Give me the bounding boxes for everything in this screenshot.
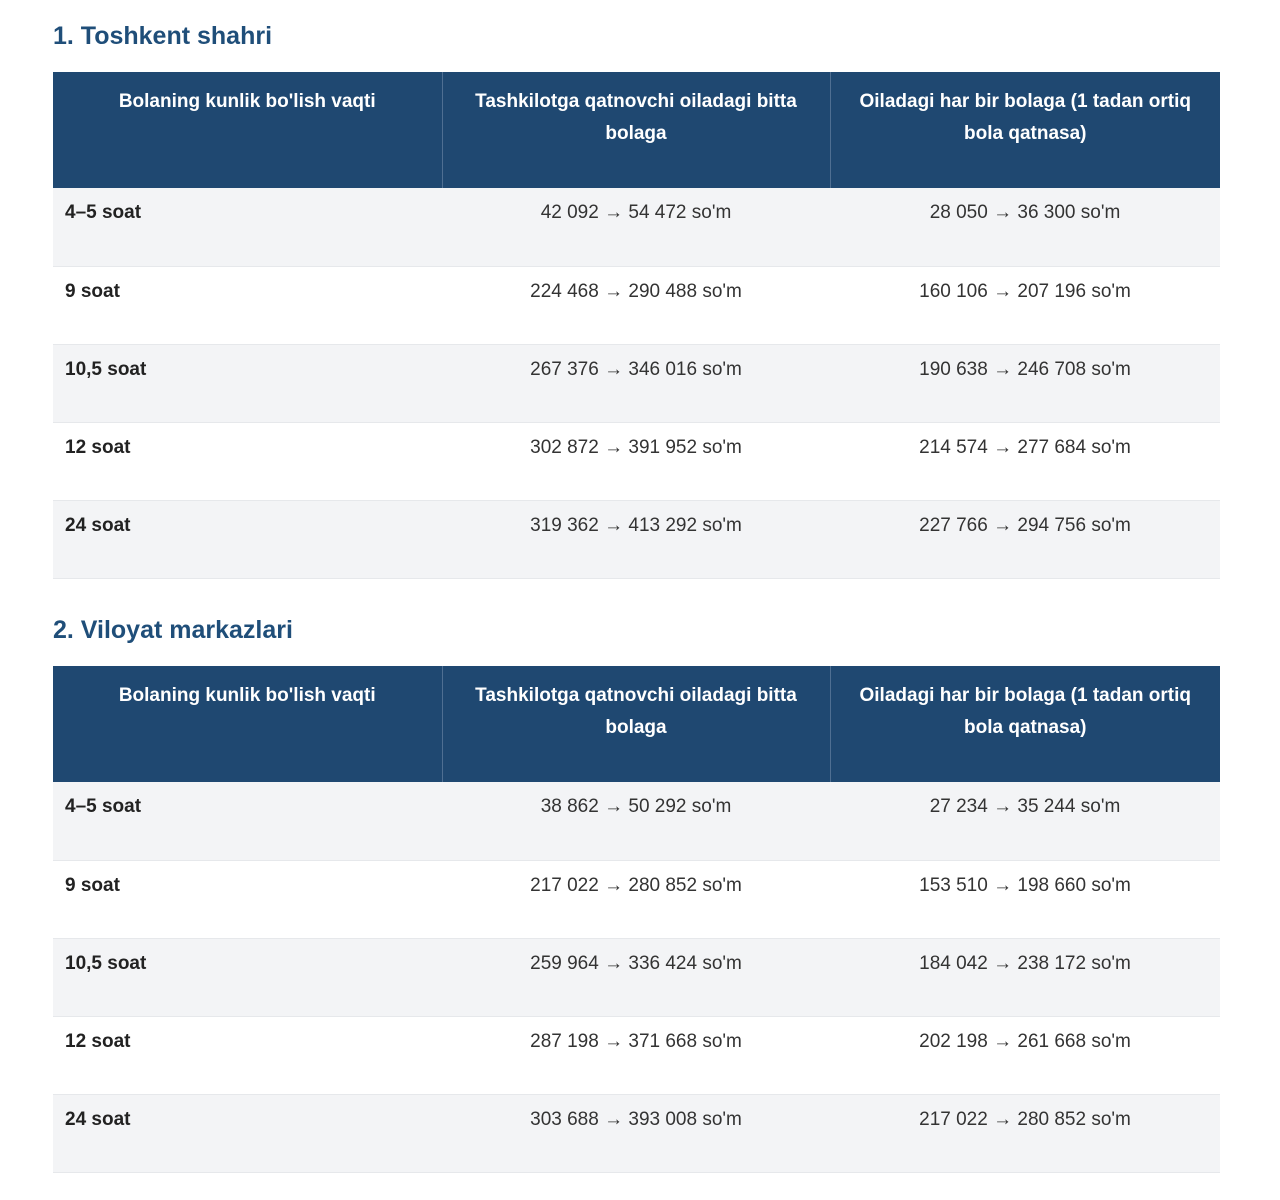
section-viloyat [53,612,1220,1173]
table-row [53,266,1220,344]
column-header-single-child: Tashkilotga qatnovchi oiladagi bitta bolaga [442,72,830,188]
each-child-fee-cell: 153 510 → 198 660 so'm [830,860,1220,938]
duration-cell: 24 soat [53,500,442,578]
table-row [53,500,1220,578]
each-child-fee-cell: 160 106 → 207 196 so'm [830,266,1220,344]
duration-cell: 4–5 soat [53,782,442,860]
table-row [53,344,1220,422]
each-child-fee-cell: 27 234 → 35 244 so'm [830,782,1220,860]
column-header-single-child: Tashkilotga qatnovchi oiladagi bitta bolaga [442,666,830,782]
table-row [53,1094,1220,1172]
single-child-fee-cell: 259 964 → 336 424 so'm [442,938,830,1016]
each-child-fee-cell: 214 574 → 277 684 so'm [830,422,1220,500]
rates-table [53,666,1220,1173]
table-row [53,860,1220,938]
each-child-fee-cell: 217 022 → 280 852 so'm [830,1094,1220,1172]
table-row [53,422,1220,500]
single-child-fee-cell: 38 862 → 50 292 so'm [442,782,830,860]
table-row [53,782,1220,860]
single-child-fee-cell: 302 872 → 391 952 so'm [442,422,830,500]
single-child-fee-cell: 303 688 → 393 008 so'm [442,1094,830,1172]
single-child-fee-cell: 267 376 → 346 016 so'm [442,344,830,422]
duration-cell: 9 soat [53,860,442,938]
duration-cell: 4–5 soat [53,188,442,266]
each-child-fee-cell: 227 766 → 294 756 so'm [830,500,1220,578]
each-child-fee-cell: 202 198 → 261 668 so'm [830,1016,1220,1094]
column-header-duration: Bolaning kunlik bo'lish vaqti [53,666,442,782]
single-child-fee-cell: 42 092 → 54 472 so'm [442,188,830,266]
column-header-each-child: Oiladagi har bir bolaga (1 tadan ortiq bola qatnasa) [830,72,1220,188]
table-row [53,938,1220,1016]
column-header-duration: Bolaning kunlik bo'lish vaqti [53,72,442,188]
column-header-each-child: Oiladagi har bir bolaga (1 tadan ortiq bola qatnasa) [830,666,1220,782]
duration-cell: 10,5 soat [53,344,442,422]
table-header-row [53,72,1220,188]
duration-cell: 12 soat [53,1016,442,1094]
each-child-fee-cell: 184 042 → 238 172 so'm [830,938,1220,1016]
single-child-fee-cell: 224 468 → 290 488 so'm [442,266,830,344]
table-row [53,188,1220,266]
section-toshkent [53,18,1220,579]
each-child-fee-cell: 28 050 → 36 300 so'm [830,188,1220,266]
section-title: 1. Toshkent shahri [53,22,273,50]
single-child-fee-cell: 319 362 → 413 292 so'm [442,500,830,578]
duration-cell: 9 soat [53,266,442,344]
single-child-fee-cell: 217 022 → 280 852 so'm [442,860,830,938]
rates-table [53,72,1220,579]
table-row [53,1016,1220,1094]
table-header-row [53,666,1220,782]
duration-cell: 10,5 soat [53,938,442,1016]
single-child-fee-cell: 287 198 → 371 668 so'm [442,1016,830,1094]
duration-cell: 24 soat [53,1094,442,1172]
duration-cell: 12 soat [53,422,442,500]
section-title: 2. Viloyat markazlari [53,616,293,644]
each-child-fee-cell: 190 638 → 246 708 so'm [830,344,1220,422]
